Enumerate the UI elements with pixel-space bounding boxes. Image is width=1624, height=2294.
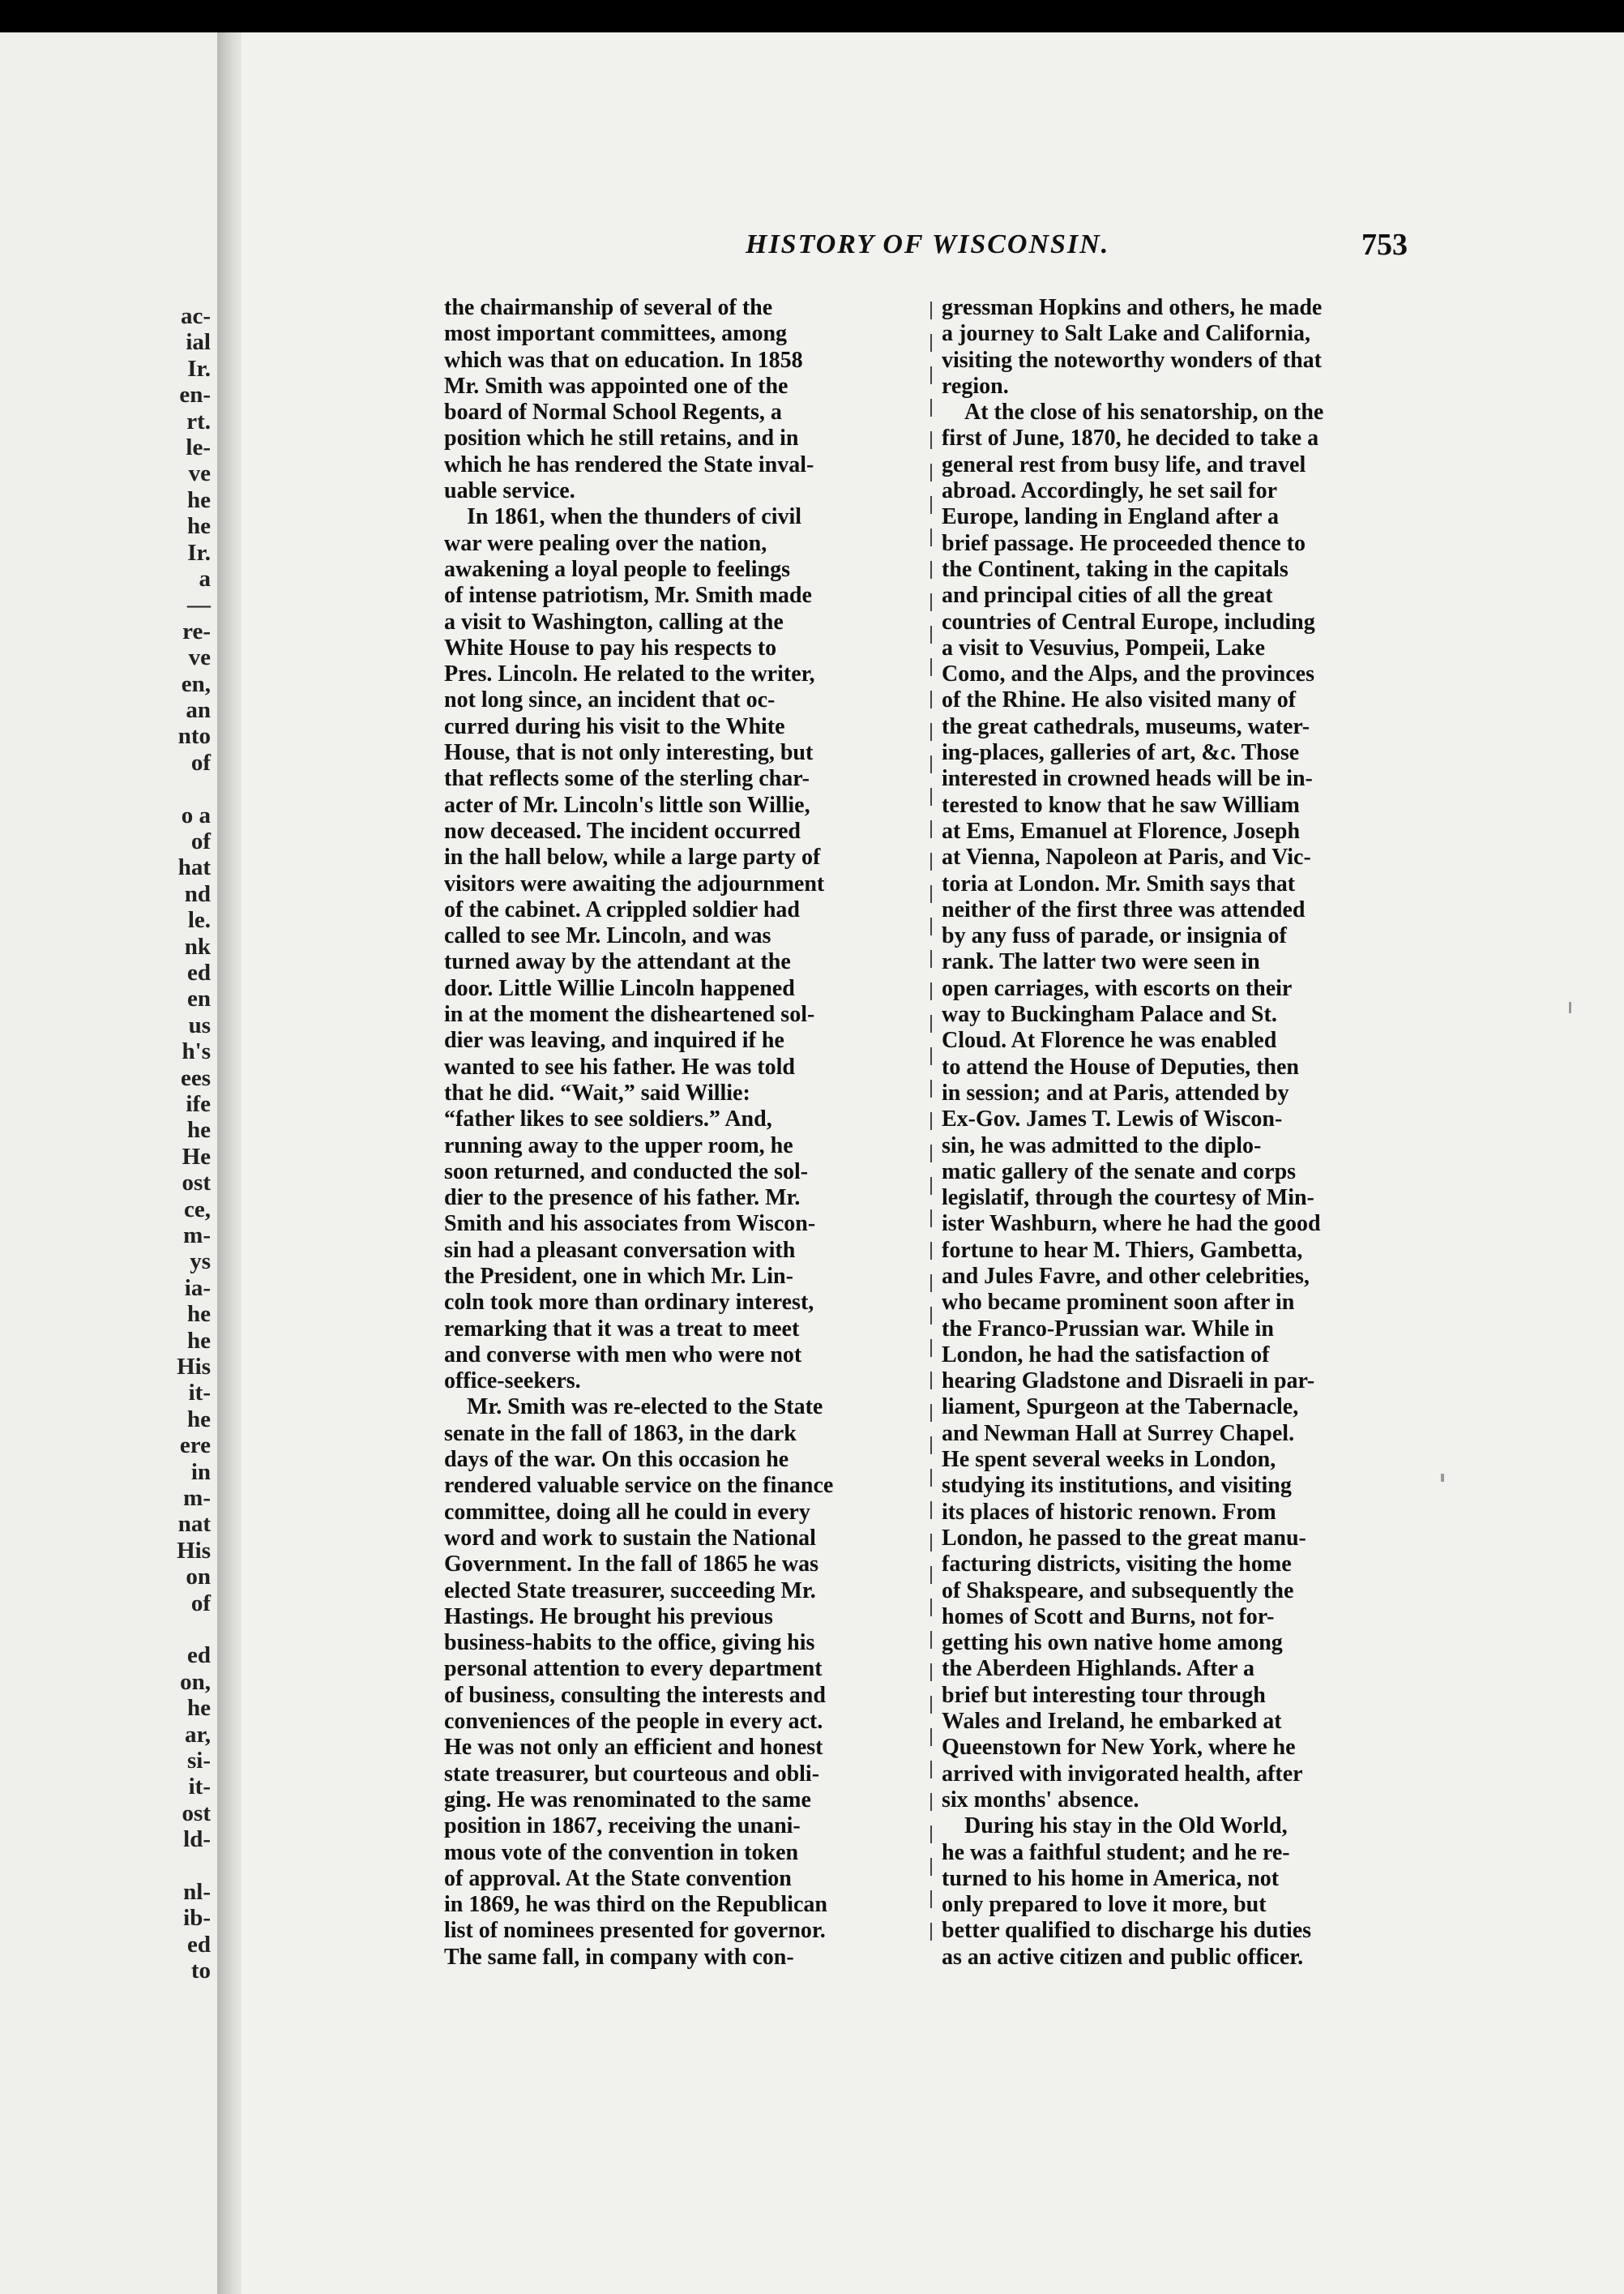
text-line: position in 1867, receiving the unani-: [444, 1813, 801, 1839]
text-line: he was a faithful student; and he re-: [942, 1839, 1290, 1865]
previous-page-fragment: rt.: [186, 408, 211, 434]
previous-page-fragment: ere: [179, 1432, 211, 1459]
text-line: Pres. Lincoln. He related to the writer,: [444, 661, 815, 687]
text-line: countries of Central Europe, including: [942, 609, 1315, 635]
previous-page-fragment: in: [190, 1458, 211, 1485]
text-line: London, he had the satisfaction of: [942, 1342, 1270, 1367]
text-line: fortune to hear M. Thiers, Gambetta,: [942, 1237, 1303, 1263]
text-line: of the Rhine. He also visited many of: [942, 687, 1297, 713]
previous-page-fragment: nk: [184, 933, 211, 960]
text-line: war were pealing over the nation,: [444, 530, 767, 556]
text-line: London, he passed to the great manu-: [942, 1525, 1306, 1551]
previous-page-fragment: ial: [186, 329, 211, 356]
text-line: and Newman Hall at Surrey Chapel.: [942, 1420, 1295, 1446]
text-line: which was that on education. In 1858: [444, 347, 803, 373]
text-line: hearing Gladstone and Disraeli in par-: [942, 1368, 1315, 1394]
text-line: and principal cities of all the great: [942, 583, 1273, 609]
text-line: Ex-Gov. James T. Lewis of Wiscon-: [942, 1106, 1283, 1132]
text-line: arrived with invigorated health, after: [942, 1761, 1303, 1787]
text-line: of intense patriotism, Mr. Smith made: [444, 583, 812, 609]
previous-page-fragment: ost: [182, 1170, 211, 1196]
text-line: and converse with men who were not: [444, 1342, 802, 1367]
previous-page-fragment: it-: [188, 1380, 211, 1406]
text-line: terested to know that he saw William: [942, 792, 1300, 818]
previous-page-fragment: he: [187, 1327, 211, 1354]
text-line: sin had a pleasant conversation with: [444, 1237, 796, 1263]
text-line: House, that is not only interesting, but: [444, 740, 814, 766]
text-line: a journey to Salt Lake and California,: [942, 321, 1311, 347]
text-line: Queenstown for New York, where he: [942, 1735, 1296, 1761]
scan-speck: [1569, 1002, 1571, 1013]
previous-page-fragment: ys: [190, 1248, 211, 1275]
text-line: in session; and at Paris, attended by: [942, 1080, 1289, 1106]
text-line: He was not only an efficient and honest: [444, 1735, 823, 1761]
text-line: ing-places, galleries of art, &c. Those: [942, 740, 1300, 766]
previous-page-fragment: he: [187, 513, 211, 540]
text-line: Smith and his associates from Wiscon-: [444, 1211, 816, 1237]
previous-page-fragment: o a: [181, 802, 211, 828]
text-line: region.: [942, 373, 1009, 399]
text-line: matic gallery of the senate and corps: [942, 1158, 1297, 1184]
previous-page-fragment: en-: [179, 382, 211, 409]
previous-page-fragment: ve: [188, 644, 211, 671]
text-line: Cloud. At Florence he was enabled: [942, 1028, 1277, 1054]
text-line: personal attention to every department: [444, 1656, 823, 1682]
text-line: general rest from busy life, and travel: [942, 452, 1306, 477]
previous-page-fragment: of: [190, 749, 211, 776]
text-line: Mr. Smith was appointed one of the: [444, 373, 788, 399]
previous-page-fragment: it-: [188, 1774, 211, 1800]
previous-page-fragment: nl-: [183, 1879, 211, 1905]
text-line: Hastings. He brought his previous: [444, 1603, 773, 1629]
text-line: in 1869, he was third on the Republican: [444, 1892, 827, 1918]
previous-page-fragment: h's: [182, 1038, 211, 1065]
text-line: legislatif, through the courtesy of Min-: [942, 1185, 1314, 1211]
text-line: door. Little Willie Lincoln happened: [444, 975, 795, 1001]
text-line: as an active citizen and public officer.: [942, 1944, 1304, 1970]
text-line: that he did. “Wait,” said Willie:: [444, 1080, 750, 1106]
text-line: of approval. At the State convention: [444, 1865, 792, 1891]
previous-page-fragment: —: [187, 592, 211, 618]
text-line: the Aberdeen Highlands. After a: [942, 1656, 1255, 1682]
scan-speck: [1441, 1474, 1444, 1482]
text-line: rank. The latter two were seen in: [942, 949, 1260, 975]
previous-page-fragment: en: [187, 986, 211, 1012]
previous-page-fragment: m-: [183, 1485, 211, 1511]
text-line: better qualified to discharge his duties: [942, 1918, 1312, 1944]
text-line: White House to pay his respects to: [444, 635, 777, 661]
text-line: that reflects some of the sterling char-: [444, 766, 810, 792]
text-line: a visit to Washington, calling at the: [444, 609, 784, 635]
page-number: 753: [1361, 228, 1408, 262]
text-line: at Vienna, Napoleon at Paris, and Vic-: [942, 845, 1311, 871]
text-line: coln took more than ordinary interest,: [444, 1290, 814, 1316]
text-line: During his stay in the Old World,: [964, 1813, 1288, 1839]
previous-page-fragment: nat: [177, 1511, 211, 1538]
text-line: state treasurer, but courteous and obli-: [444, 1761, 820, 1787]
text-line: “father likes to see soldiers.” And,: [444, 1106, 772, 1132]
text-line: acter of Mr. Lincoln's little son Willie,: [444, 792, 810, 818]
previous-page-fragment: he: [187, 1406, 211, 1432]
previous-page-fragment: to: [190, 1958, 211, 1984]
text-line: the President, one in which Mr. Lin-: [444, 1263, 793, 1289]
text-line: gressman Hopkins and others, he made: [942, 295, 1323, 320]
previous-page-fragment: m-: [183, 1222, 211, 1248]
text-line: toria at London. Mr. Smith says that: [942, 871, 1296, 897]
text-line: In 1861, when the thunders of civil: [467, 504, 802, 530]
text-line: first of June, 1870, he decided to take a: [942, 426, 1319, 452]
text-line: way to Buckingham Palace and St.: [942, 1002, 1277, 1028]
previous-page-fragment: ce,: [184, 1196, 211, 1222]
previous-page-fragment: His: [177, 1354, 211, 1380]
text-line: sin, he was admitted to the diplo-: [942, 1132, 1262, 1158]
text-line: interested in crowned heads will be in-: [942, 766, 1313, 792]
text-line: which he has rendered the State inval-: [444, 452, 814, 477]
text-line: to attend the House of Deputies, then: [942, 1054, 1299, 1080]
text-line: its places of historic renown. From: [942, 1499, 1276, 1525]
previous-page-fragment: His: [177, 1537, 211, 1564]
text-line: At the close of his senatorship, on the: [964, 400, 1324, 426]
text-line: who became prominent soon after in: [942, 1290, 1295, 1316]
text-line: uable service.: [444, 478, 575, 504]
text-line: the Continent, taking in the capitals: [942, 556, 1289, 582]
previous-page-fragment: le.: [187, 907, 211, 934]
text-line: dier to the presence of his father. Mr.: [444, 1185, 801, 1211]
previous-page-fragment: hat: [177, 854, 211, 881]
previous-page-fragment: he: [187, 486, 211, 513]
previous-page-fragment: ed: [187, 1931, 211, 1958]
text-line: Wales and Ireland, he embarked at: [942, 1709, 1282, 1735]
text-line: conveniences of the people in every act.: [444, 1709, 823, 1735]
previous-page-fragment: ed: [187, 1642, 211, 1669]
text-line: Europe, landing in England after a: [942, 504, 1279, 530]
text-line: studying its institutions, and visiting: [942, 1473, 1292, 1499]
text-line: He spent several weeks in London,: [942, 1447, 1276, 1473]
text-line: of business, consulting the interests and: [444, 1682, 826, 1708]
text-line: soon returned, and conducted the sol-: [444, 1158, 809, 1184]
previous-page-fragment: ia-: [184, 1274, 211, 1301]
text-line: The same fall, in company with con-: [444, 1944, 794, 1970]
previous-page-fragment: of: [190, 1590, 211, 1616]
previous-page-fragment: he: [187, 1117, 211, 1144]
text-line: neither of the first three was attended: [942, 897, 1306, 922]
previous-page-fragment: ost: [182, 1800, 211, 1826]
text-line: open carriages, with escorts on their: [942, 975, 1293, 1001]
text-line: days of the war. On this occasion he: [444, 1447, 789, 1473]
book-gutter: [217, 32, 241, 2294]
text-line: liament, Spurgeon at the Tabernacle,: [942, 1394, 1299, 1420]
text-line: in the hall below, while a large party of: [444, 845, 821, 871]
previous-page-fragment: an: [186, 697, 211, 723]
running-title: HISTORY OF WISCONSIN.: [746, 229, 1110, 259]
text-line: senate in the fall of 1863, in the dark: [444, 1420, 797, 1446]
text-line: visitors were awaiting the adjournment: [444, 871, 825, 897]
text-line: ging. He was renominated to the same: [444, 1787, 811, 1813]
previous-page-fragment: re-: [182, 618, 211, 644]
previous-page-fragment: ld-: [183, 1826, 211, 1853]
previous-page-fragment: He: [182, 1143, 211, 1170]
previous-page-fragment: si-: [187, 1748, 211, 1774]
previous-page-fragment: of: [190, 828, 211, 854]
text-line: turned to his home in America, not: [942, 1865, 1280, 1891]
text-line: a visit to Vesuvius, Pompeii, Lake: [942, 635, 1266, 661]
previous-page-fragment: Ir.: [187, 539, 211, 566]
previous-page-fragment: ife: [186, 1091, 211, 1117]
text-line: the Franco-Prussian war. While in: [942, 1316, 1274, 1342]
text-line: by any fuss of parade, or insignia of: [942, 923, 1287, 949]
text-line: list of nominees presented for governor.: [444, 1918, 826, 1944]
text-line: facturing districts, visiting the home: [942, 1551, 1292, 1577]
previous-page-fragment: le-: [186, 434, 211, 460]
text-line: committee, doing all he could in every: [444, 1499, 810, 1525]
previous-page-fragment: he: [187, 1301, 211, 1328]
text-line: word and work to sustain the National: [444, 1525, 816, 1551]
previous-page-edge: [0, 32, 217, 2294]
left-text-column: [444, 295, 924, 1971]
previous-page-fragment: nd: [184, 880, 211, 907]
text-line: of Shakspeare, and subsequently the: [942, 1577, 1294, 1603]
text-line: and Jules Favre, and other celebrities,: [942, 1263, 1310, 1289]
previous-page-fragment: Ir.: [187, 355, 211, 382]
previous-page-fragment: he: [187, 1695, 211, 1722]
text-line: homes of Scott and Burns, not for-: [942, 1603, 1275, 1629]
text-line: of the cabinet. A crippled soldier had: [444, 897, 800, 922]
previous-page-fragment: ed: [187, 960, 211, 986]
text-line: position which he still retains, and in: [444, 426, 799, 452]
text-line: business-habits to the office, giving his: [444, 1630, 815, 1656]
text-line: ister Washburn, where he had the good: [942, 1211, 1321, 1237]
text-line: Como, and the Alps, and the provinces: [942, 661, 1315, 687]
previous-page-fragment: on,: [180, 1668, 211, 1695]
previous-page-fragment: on: [186, 1564, 211, 1590]
text-line: the great cathedrals, museums, water-: [942, 713, 1310, 739]
text-line: Government. In the fall of 1865 he was: [444, 1551, 818, 1577]
text-line: in at the moment the disheartened sol-: [444, 1002, 815, 1028]
text-line: dier was leaving, and inquired if he: [444, 1028, 784, 1054]
previous-page-fragment: en,: [181, 670, 211, 697]
previous-page-fragment: ib-: [183, 1905, 211, 1932]
text-line: at Ems, Emanuel at Florence, Joseph: [942, 818, 1301, 844]
text-line: remarking that it was a treat to meet: [444, 1316, 800, 1342]
text-line: the chairmanship of several of the: [444, 295, 773, 320]
previous-page-fragment: ar,: [185, 1721, 211, 1748]
text-line: called to see Mr. Lincoln, and was: [444, 923, 771, 949]
text-line: now deceased. The incident occurred: [444, 818, 801, 844]
previous-page-fragment: a: [199, 566, 211, 592]
previous-page-fragment: nto: [177, 723, 211, 750]
text-line: office-seekers.: [444, 1368, 581, 1394]
text-line: awakening a loyal people to feelings: [444, 556, 791, 582]
previous-page-fragment: ve: [188, 460, 211, 487]
text-line: brief passage. He proceeded thence to: [942, 530, 1306, 556]
column-rule: [930, 302, 932, 1955]
text-line: abroad. Accordingly, he set sail for: [942, 478, 1278, 504]
text-line: brief but interesting tour through: [942, 1682, 1266, 1708]
text-line: six months' absence.: [942, 1787, 1139, 1813]
text-line: most important committees, among: [444, 321, 788, 347]
text-line: not long since, an incident that oc-: [444, 687, 776, 713]
text-line: rendered valuable service on the finance: [444, 1473, 834, 1499]
text-line: board of Normal School Regents, a: [444, 400, 782, 426]
text-line: wanted to see his father. He was told: [444, 1054, 795, 1080]
text-line: turned away by the attendant at the: [444, 949, 791, 975]
previous-page-fragment: ac-: [180, 303, 211, 329]
text-line: mous vote of the convention in token: [444, 1839, 799, 1865]
previous-page-fragment: us: [188, 1012, 211, 1038]
right-text-column: [942, 295, 1421, 1971]
text-line: visiting the noteworthy wonders of that: [942, 347, 1322, 373]
text-line: Mr. Smith was re-elected to the State: [467, 1394, 823, 1420]
text-line: getting his own native home among: [942, 1630, 1283, 1656]
text-line: curred during his visit to the White: [444, 713, 785, 739]
text-line: running away to the upper room, he: [444, 1132, 793, 1158]
text-line: only prepared to love it more, but: [942, 1892, 1267, 1918]
previous-page-fragment: ees: [180, 1064, 211, 1091]
text-line: elected State treasurer, succeeding Mr.: [444, 1577, 816, 1603]
